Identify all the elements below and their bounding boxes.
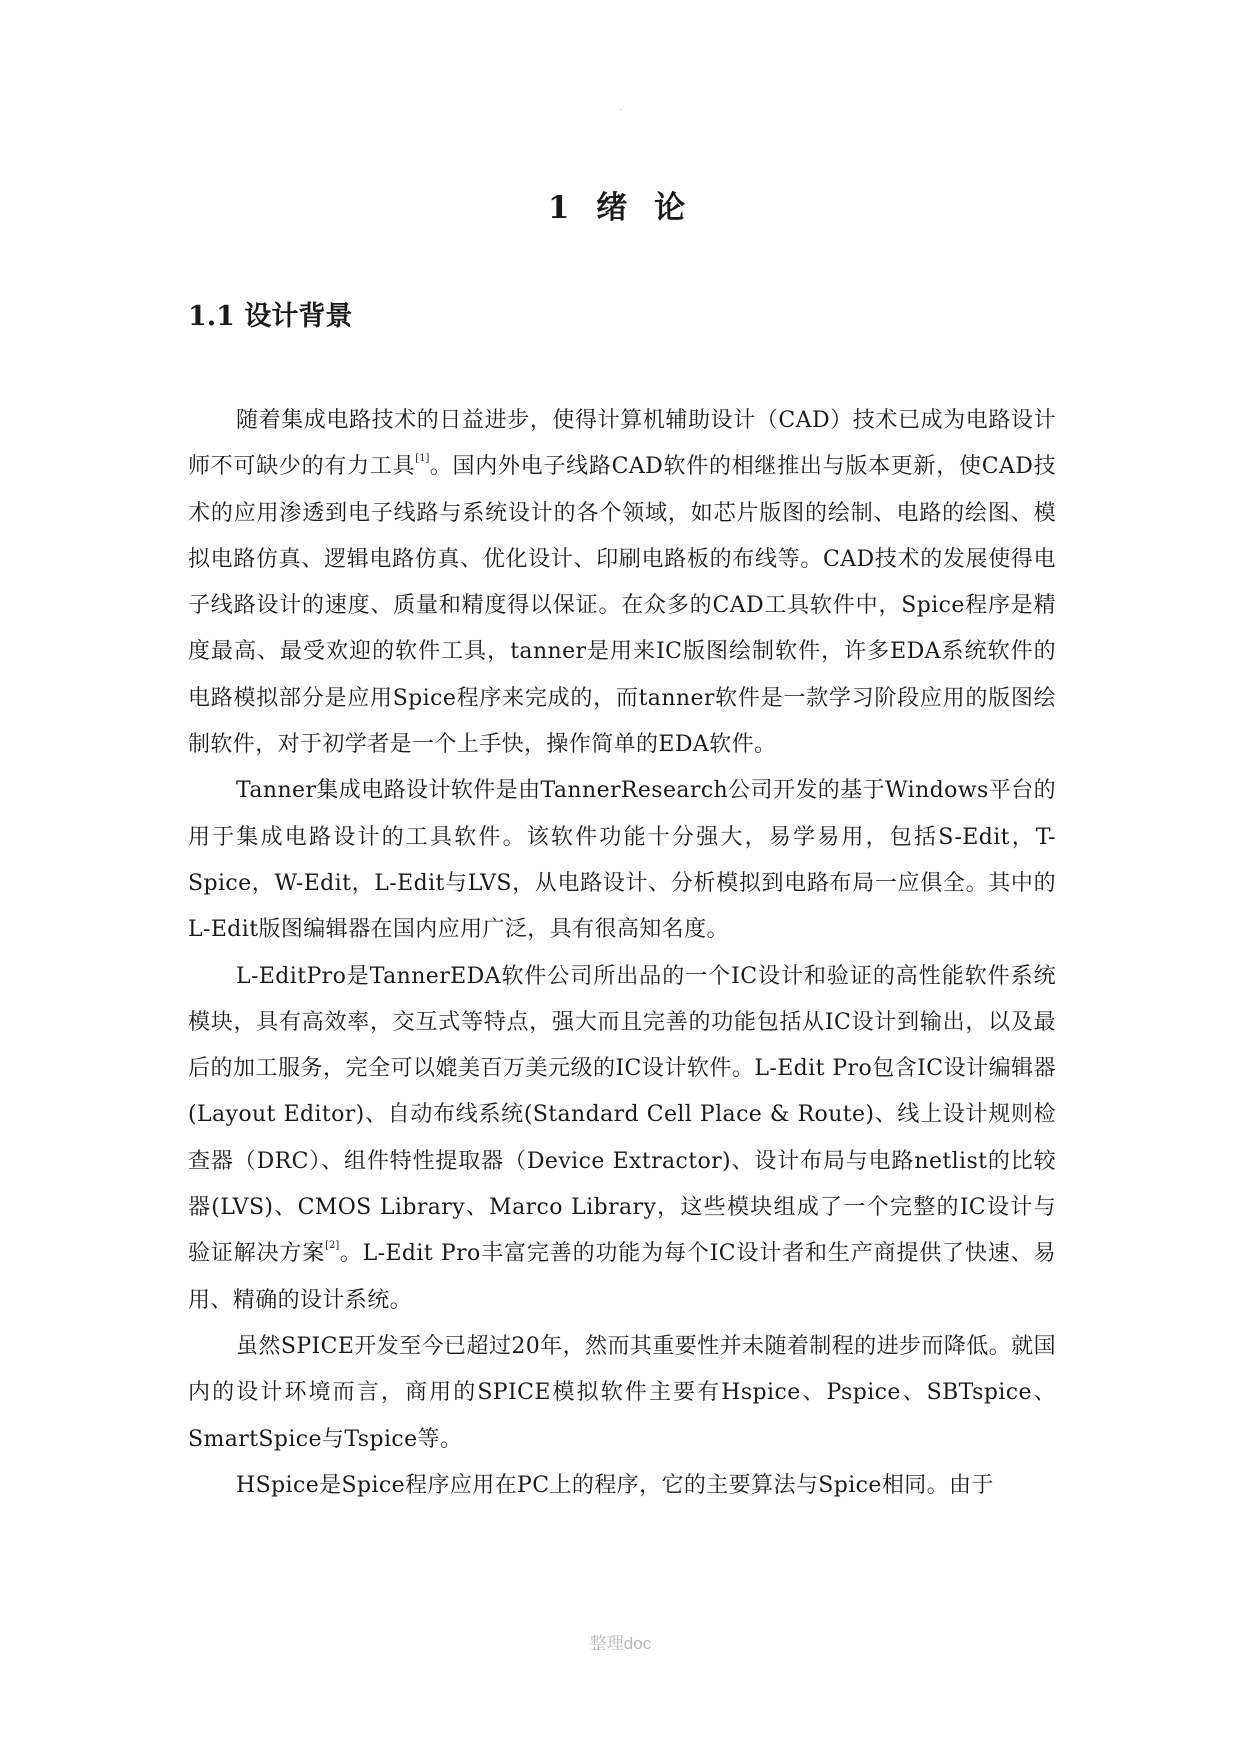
paragraph-1-text-b: 。国内外电子线路CAD软件的相继推出与版本更新，使CAD技术的应用渗透到电子线路与系统设计的各个领域，如芯片版图的绘制、电路的绘图、模拟电路仿真、逻辑电路仿真、优化设计、印刷电路板的布线等。CAD技术的发展使得电子线路设计的速度、质量和精度得以保证。在众多的CAD工具软件中，Spice程序是精度最高、最受欢迎的软件工具，tanner是用来IC版图绘制软件，许多EDA系统软件的电路模拟部分是应用Spice程序来完成的，而tanner软件是一款学习阶段应用的版图绘制软件，对于初学者是一个上手快，操作简单的EDA软件。: [188, 454, 1056, 758]
section-title: 1.1 设计背景: [188, 301, 353, 332]
body-text: [188, 398, 1056, 1509]
paragraph-3: [188, 954, 1056, 1324]
paragraph-1-text-a: 随着集成电路技术的日益进步，使得计算机辅助设计（CAD）技术已成为电路设计师不可缺少的有力工具: [188, 408, 1056, 480]
footer-watermark: 整理doc: [589, 1634, 652, 1653]
page-top-dot: ·: [619, 104, 623, 115]
paragraph-2: Tanner集成电路设计软件是由TannerResearch公司开发的基于Windows平台的用于集成电路设计的工具软件。该软件功能十分强大，易学易用，包括S-Edit，T-Spice，W-Edit，L-Edit与LVS，从电路设计、分析模拟到电路布局一应俱全。其中的L-Edit版图编辑器在国内应用广泛，具有很高知名度。: [188, 778, 1056, 943]
paragraph-3-text-a: L-EditPro是TannerEDA软件公司所出品的一个IC设计和验证的高性能软件系统模块，具有高效率，交互式等特点，强大而且完善的功能包括从IC设计到输出，以及最后的加工服务，完全可以媲美百万美元级的IC设计软件。L-Edit Pro包含IC设计编辑器(Layout Editor)、自动布线系统(Standard Cell Place & Route)、线上设计规则检查器（DRC）、组件特性提取器（Device Extractor)、设计布局与电路netlist的比较器(LVS)、CMOS Library、Marco Library，这些模块组成了一个完整的IC设计与验证解决方案: [188, 963, 1056, 1267]
citation-2[interactable]: [2]: [325, 1240, 340, 1252]
paragraph-4: 虽然SPICE开发至今已超过20年，然而其重要性并未随着制程的进步而降低。就国内的设计环境而言，商用的SPICE模拟软件主要有Hspice、Pspice、SBTspice、SmartSpice与Tspice等。: [188, 1333, 1056, 1452]
chapter-title: 1 绪 论: [547, 190, 694, 226]
paragraph-1: [188, 398, 1056, 768]
paragraph-5: HSpice是Spice程序应用在PC上的程序，它的主要算法与Spice相同。由于: [236, 1472, 994, 1498]
citation-1[interactable]: [1]: [415, 453, 430, 465]
paragraph-3-text-b: 。L-Edit Pro丰富完善的功能为每个IC设计者和生产商提供了快速、易用、精确的设计系统。: [188, 1241, 1056, 1313]
